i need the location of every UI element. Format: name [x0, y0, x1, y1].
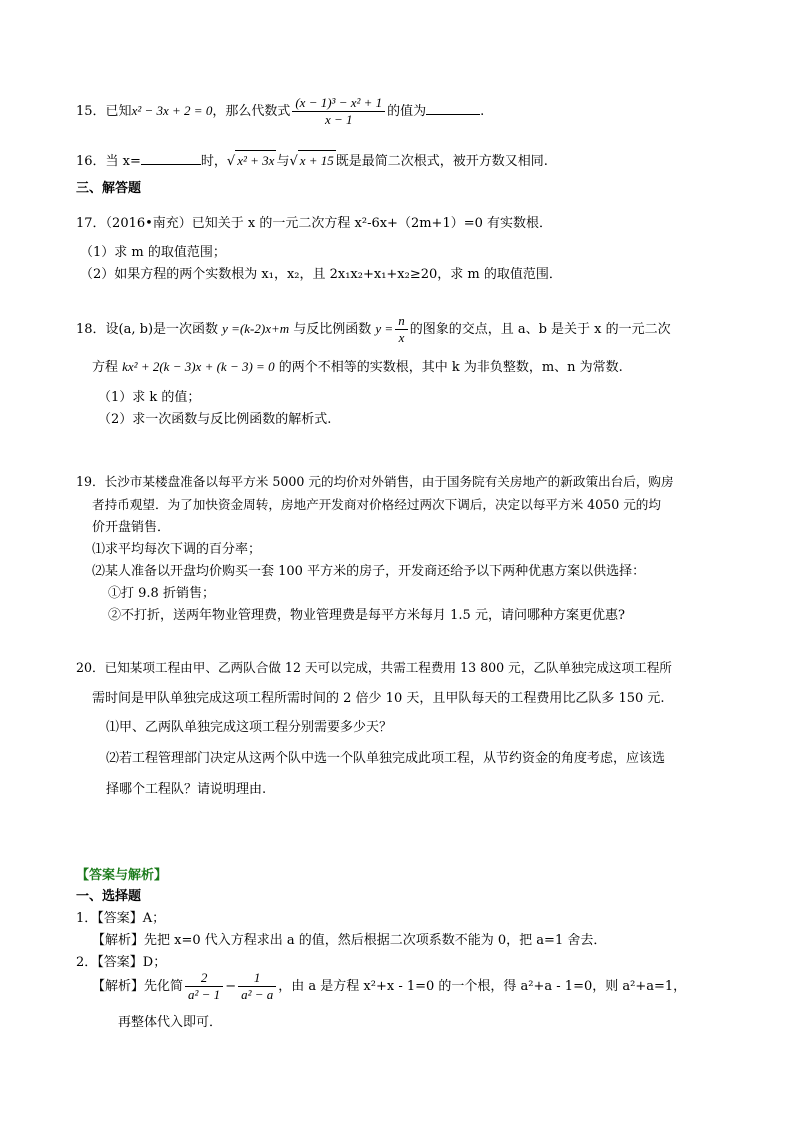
- question-18-line-2: [92, 358, 623, 377]
- question-number: 16．: [76, 154, 106, 169]
- question-text: 既是最简二次根式，被开方数又相同.: [335, 154, 548, 169]
- fraction: [185, 970, 223, 1003]
- radical-sign-icon: √: [289, 154, 298, 169]
- fraction-numerator: (x − 1)³ − x² + 1: [292, 95, 385, 112]
- fraction-denominator: x: [398, 330, 405, 345]
- question-text: 的值为: [387, 104, 427, 119]
- minus-sign: −: [225, 979, 237, 994]
- equation: kx² + 2(k − 3)x + (k − 3) = 0: [122, 359, 275, 374]
- explanation-text: 【解析】先化简: [92, 979, 184, 994]
- fraction-denominator: a² − a: [241, 987, 274, 1002]
- question-19-part-2: ⑵某人准备以开盘均价购买一套 100 平方米的房子，开发商还给予以下两种优惠方案以供选择：: [92, 564, 646, 579]
- question-18-line-1: [76, 312, 671, 347]
- answer-blank: [141, 164, 201, 165]
- question-text: 方程: [92, 360, 123, 375]
- explanation-text: ，由 a 是方程 x²+x - 1=0 的一个根，得 a²+a - 1=0，则 a²+a=1，: [278, 979, 687, 994]
- fraction: [395, 313, 408, 346]
- question-text: 的图象的交点，且 a、b 是关于 x 的一元二次: [409, 322, 671, 337]
- equation: x² − 3x + 2 = 0: [131, 103, 213, 118]
- fraction-denominator: a² − 1: [188, 987, 221, 1002]
- answer-1-explanation: 【解析】先把 x=0 代入方程求出 a 的值，然后根据二次项系数不能为 0，把 a=1 舍去．: [92, 933, 607, 948]
- question-18-part-1: （1）求 k 的值；: [98, 390, 201, 405]
- fraction-numerator: n: [395, 313, 408, 330]
- section-heading: 三、解答题: [76, 181, 142, 196]
- question-number: 15．: [76, 104, 106, 119]
- question-text: ，那么代数式: [212, 104, 291, 119]
- question-20-part-3: 择哪个工程队？请说明理由.: [106, 782, 267, 797]
- question-19-option-1: ①打 9.8 折销售；: [108, 586, 215, 601]
- question-18-part-2: （2）求一次函数与反比例函数的解析式.: [98, 412, 332, 427]
- question-19-option-2: ②不打折，送两年物业管理费，物业管理费是每平方米每月 1.5 元，请问哪种方案更优惠?: [108, 608, 625, 623]
- fraction-denominator: x − 1: [324, 112, 353, 127]
- question-17: 17．（2016•南充）已知关于 x 的一元二次方程 x²-6x+（2m+1）=0 有实数根．: [76, 216, 553, 231]
- question-19-line-3: 价开盘销售．: [92, 520, 171, 535]
- answer-2-explanation-line-2: 再整体代入即可．: [118, 1015, 223, 1030]
- answers-header: 【答案与解析】: [76, 868, 168, 883]
- question-20-part-2: ⑵若工程管理部门决定从这两个队中选一个队单独完成此项工程，从节约资金的角度考虑，应该选: [106, 751, 666, 766]
- answer-1-label: 1．【答案】A；: [76, 911, 166, 926]
- question-17-part-2: （2）如果方程的两个实数根为 x₁，x₂，且 2x₁x₂+x₁+x₂≥20，求 m 的取值范围．: [80, 267, 562, 282]
- question-19-part-1: ⑴求平均每次下调的百分率；: [92, 542, 262, 557]
- question-text: 已知: [105, 104, 132, 119]
- question-16: [76, 150, 548, 172]
- question-text: 与反比例函数: [289, 322, 376, 337]
- fraction: [292, 95, 385, 128]
- question-text: 与: [276, 154, 290, 169]
- radicand: x + 15: [298, 150, 336, 171]
- fraction-numerator: 2: [185, 970, 223, 987]
- question-text: 时，: [200, 154, 227, 169]
- answer-blank: [426, 114, 480, 115]
- radical-sign-icon: √: [226, 154, 236, 169]
- question-text: 当 x=: [105, 154, 141, 169]
- question-20-line-2: 需时间是甲队单独完成这项工程所需时间的 2 倍少 10 天，且甲队每天的工程费用比乙队多 150 元.: [92, 691, 665, 706]
- period: .: [480, 104, 485, 119]
- question-text: 的两个不相等的实数根，其中 k 为非负整数，m、n 为常数.: [274, 360, 623, 375]
- fraction-numerator: 1: [238, 970, 276, 987]
- question-15: [76, 94, 484, 129]
- inverse-function: y =: [375, 321, 394, 336]
- question-19-line-2: 者持币观望．为了加快资金周转，房地产开发商对价格经过两次下调后，决定以每平方米 4050 元的均: [92, 497, 661, 512]
- question-19-line-1: 19．长沙市某楼盘准备以每平方米 5000 元的均价对外销售，由于国务院有关房地产的新政策出台后，购房: [76, 474, 674, 489]
- answer-2-explanation: [92, 970, 686, 1004]
- answer-2-label: 2．【答案】D；: [76, 955, 167, 970]
- answers-section-heading: 一、选择题: [76, 889, 142, 904]
- linear-function: y =(k-2)x+m: [222, 321, 290, 336]
- question-17-part-1: （1）求 m 的取值范围；: [80, 245, 226, 260]
- radicand: x² + 3x: [235, 150, 276, 171]
- question-20-line-1: 20．已知某项工程由甲、乙两队合做 12 天可以完成，共需工程费用 13 800 元，乙队单独完成这项工程所: [76, 660, 672, 675]
- question-text: 18．设(a, b)是一次函数: [76, 322, 223, 337]
- question-20-part-1: ⑴甲、乙两队单独完成这项工程分别需要多少天？: [106, 720, 393, 735]
- fraction: [238, 970, 276, 1003]
